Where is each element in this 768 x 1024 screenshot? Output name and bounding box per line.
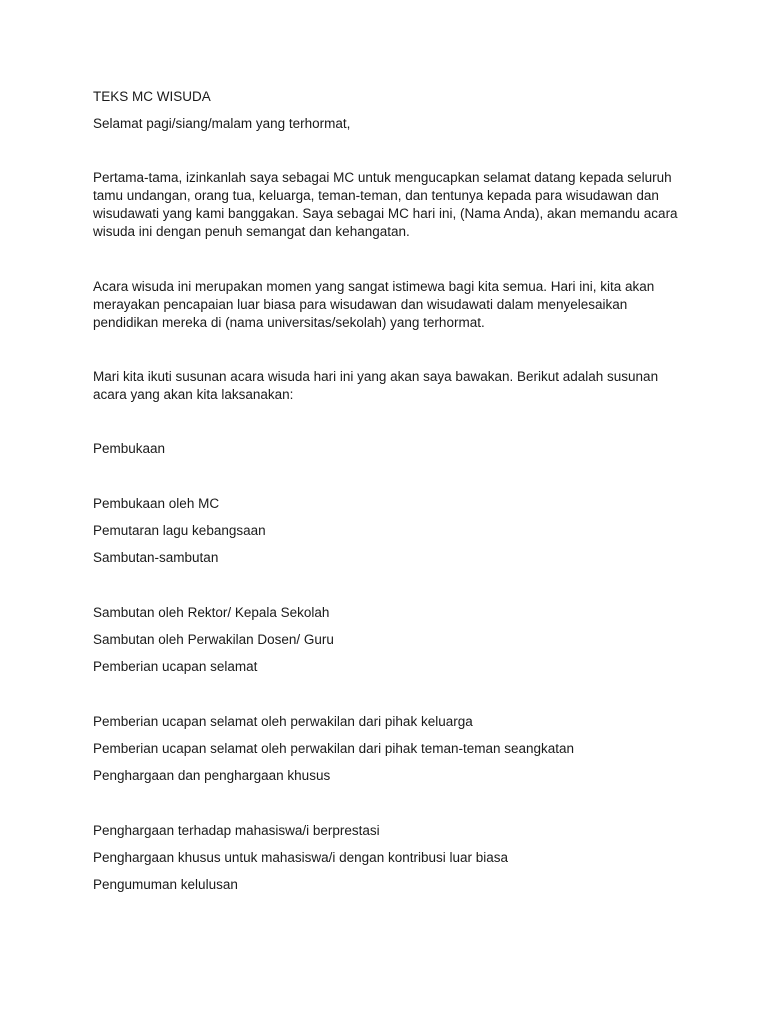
agenda-item: Penghargaan terhadap mahasiswa/i berprestasi [93,823,380,838]
agenda-intro-paragraph: Mari kita ikuti susunan acara wisuda hari ini yang akan saya bawakan. Berikut adalah susunan acara yang akan kita laksanakan: [93,369,659,402]
agenda-item: Pengumuman kelulusan [93,877,238,892]
agenda-item: Pembukaan oleh MC [93,496,220,511]
agenda-item: Sambutan oleh Rektor/ Kepala Sekolah [93,605,330,620]
agenda-item: Pemutaran lagu kebangsaan [93,523,266,538]
greeting-line: Selamat pagi/siang/malam yang terhormat, [93,116,351,131]
agenda-item: Pembukaan [93,441,166,456]
agenda-item: Pemberian ucapan selamat oleh perwakilan dari pihak teman-teman seangkatan [93,741,575,756]
occasion-paragraph: Acara wisuda ini merupakan momen yang sangat istimewa bagi kita semua. Hari ini, kita akan merayakan pencapaian luar biasa para wisudawan dan wisudawati dalam menyelesaikan pendidikan mereka di (nama universitas/sekolah) yang terhormat. [93,279,655,330]
agenda-item: Sambutan oleh Perwakilan Dosen/ Guru [93,632,334,647]
intro-paragraph: Pertama-tama, izinkanlah saya sebagai MC untuk mengucapkan selamat datang kepada seluruh tamu undangan, orang tua, keluarga, teman-teman, dan tentunya kepada para wisudawan dan wisudawati yang kami banggakan. Saya sebagai MC hari ini, (Nama Anda), akan memandu acara wisuda ini dengan penuh semangat dan kehangatan. [93,170,678,239]
agenda-item: Pemberian ucapan selamat oleh perwakilan dari pihak keluarga [93,714,473,729]
agenda-item: Sambutan-sambutan [93,550,219,565]
agenda-item: Pemberian ucapan selamat [93,659,258,674]
agenda-item: Penghargaan khusus untuk mahasiswa/i dengan kontribusi luar biasa [93,850,509,865]
document-title: TEKS MC WISUDA [93,89,211,104]
agenda-item: Penghargaan dan penghargaan khusus [93,768,331,783]
